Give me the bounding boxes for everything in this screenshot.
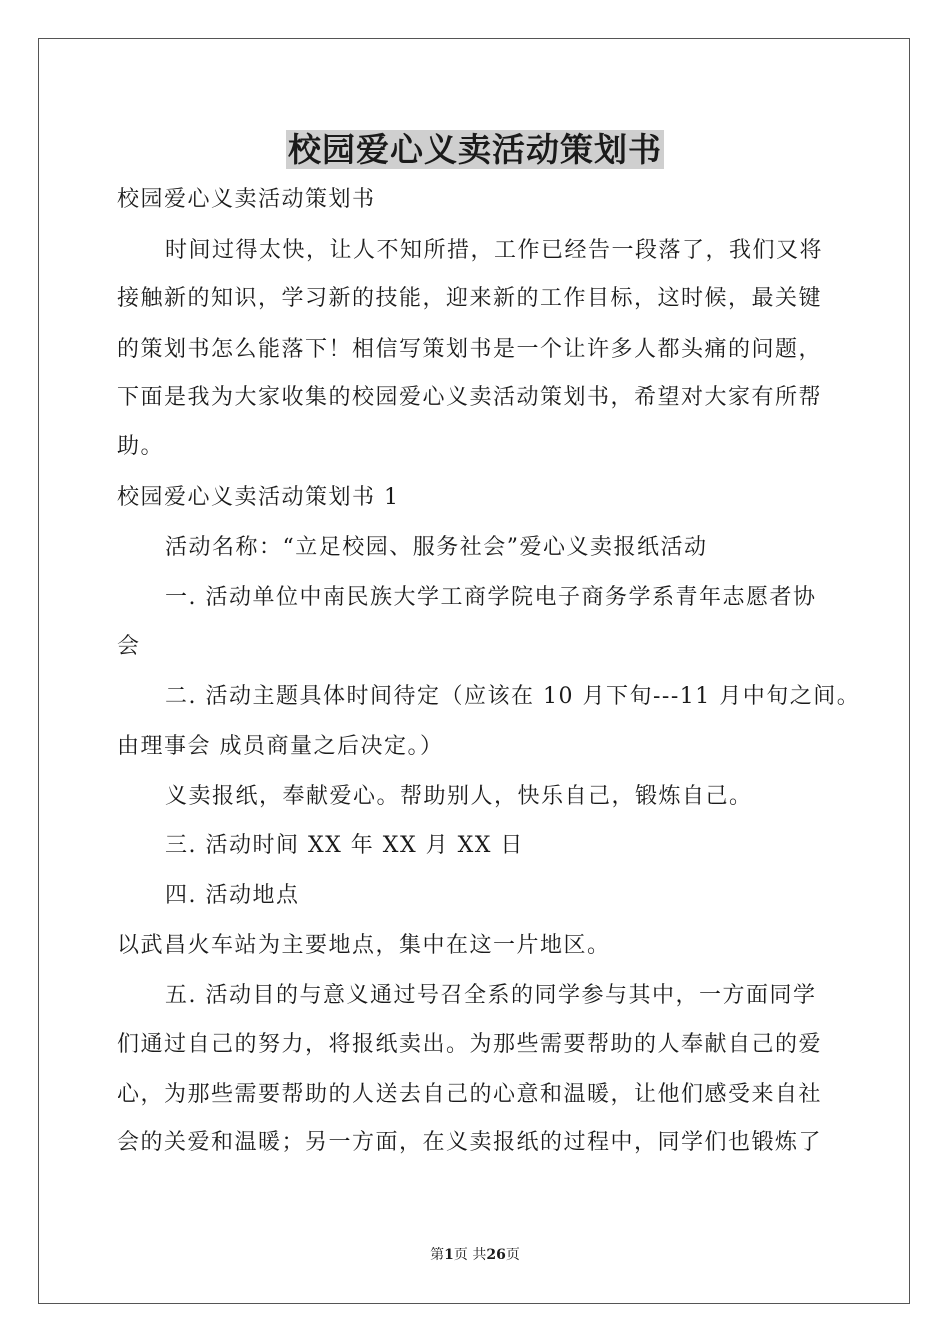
text-line: 四. 活动地点 bbox=[165, 883, 300, 908]
text-line: 三. 活动时间 XX 年 XX 月 XX 日 bbox=[165, 833, 524, 858]
text-line: 以武昌火车站为主要地点，集中在这一片地区。 bbox=[117, 933, 611, 958]
footer-page-number: 1 bbox=[444, 1247, 454, 1263]
page-border bbox=[38, 38, 910, 1304]
text-line: 会的关爱和温暖；另一方面，在义卖报纸的过程中，同学们也锻炼了 bbox=[117, 1130, 823, 1155]
text-line: 五. 活动目的与意义通过号召全系的同学参与其中，一方面同学 bbox=[165, 983, 817, 1008]
text-line: 义卖报纸，奉献爱心。帮助别人，快乐自己，锻炼自己。 bbox=[165, 784, 753, 809]
footer-mid: 页 共 bbox=[453, 1247, 487, 1263]
text-line: 接触新的知识，学习新的技能，迎来新的工作目标，这时候，最关键 bbox=[117, 286, 823, 311]
text-line: 一. 活动单位中南民族大学工商学院电子商务学系青年志愿者协 bbox=[165, 585, 817, 610]
section-heading: 校园爱心义卖活动策划书 1 bbox=[117, 485, 400, 510]
footer-suffix: 页 bbox=[505, 1247, 520, 1263]
text-line: 校园爱心义卖活动策划书 bbox=[117, 187, 376, 212]
text-line: 的策划书怎么能落下！相信写策划书是一个让许多人都头痛的问题， bbox=[117, 337, 823, 362]
text-line: 活动名称：“立足校园、服务社会”爱心义卖报纸活动 bbox=[165, 535, 708, 560]
text-line: 时间过得太快，让人不知所措，工作已经告一段落了，我们又将 bbox=[165, 238, 824, 263]
text-line: 下面是我为大家收集的校园爱心义卖活动策划书，希望对大家有所帮 bbox=[117, 385, 823, 410]
text-line: 二. 活动主题具体时间待定（应该在 10 月下旬---11 月中旬之间。 bbox=[165, 684, 861, 709]
text-line: 会 bbox=[117, 634, 141, 659]
text-line: 们通过自己的努力，将报纸卖出。为那些需要帮助的人奉献自己的爱 bbox=[117, 1032, 823, 1057]
footer-total-pages: 26 bbox=[486, 1247, 506, 1263]
text-line: 由理事会 成员商量之后决定。） bbox=[117, 734, 444, 759]
text-line: 助。 bbox=[117, 434, 165, 459]
document-title: 校园爱心义卖活动策划书 bbox=[288, 130, 662, 169]
text-line: 心，为那些需要帮助的人送去自己的心意和温暖，让他们感受来自社 bbox=[117, 1082, 823, 1107]
page-footer bbox=[0, 1245, 950, 1265]
footer-prefix: 第 bbox=[430, 1247, 445, 1263]
